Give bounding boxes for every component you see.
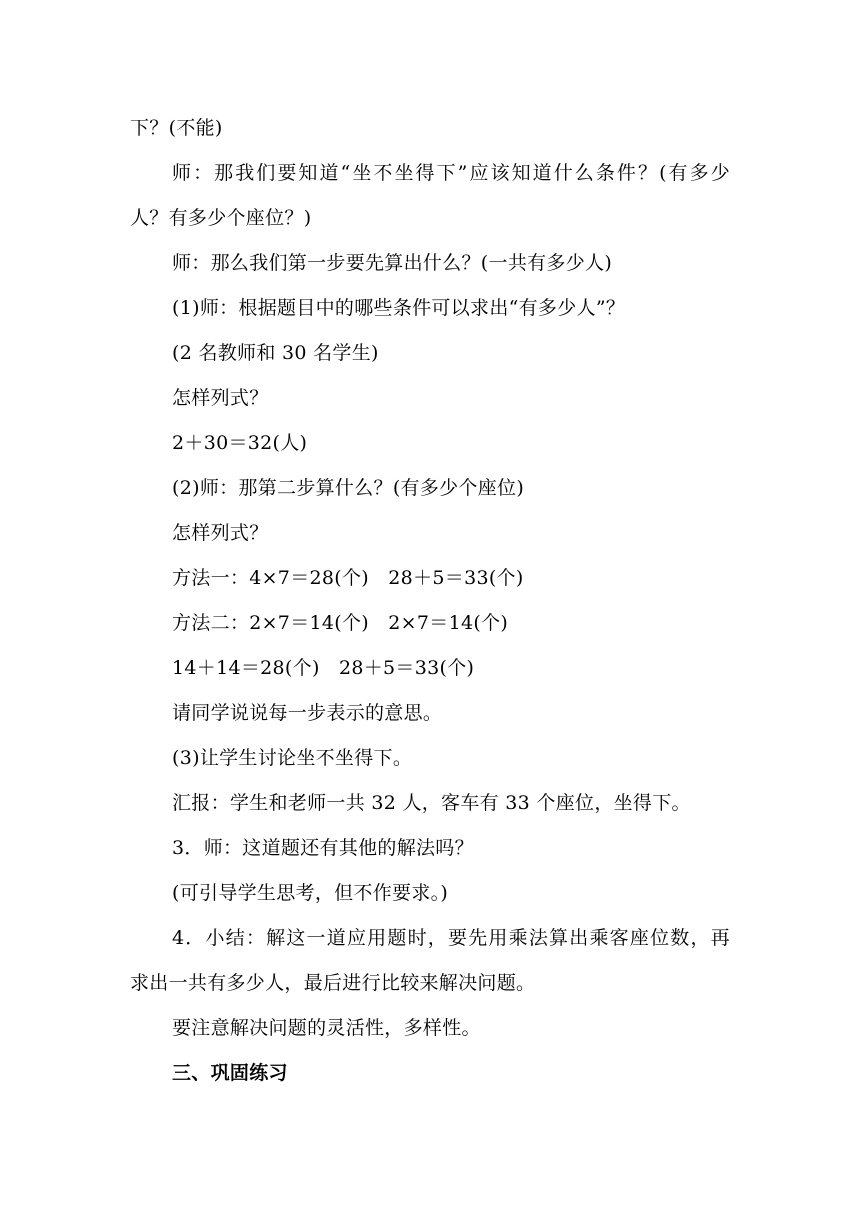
paragraph-line: (2 名教师和 30 名学生) (172, 342, 379, 364)
paragraph-line: (3)让学生讨论坐不坐得下。 (172, 747, 413, 769)
paragraph-line: 汇报：学生和老师一共 32 人，客车有 33 个座位，坐得下。 (172, 792, 691, 814)
paragraph-line: 怎样列式？ (172, 387, 269, 409)
paragraph-line: 请同学说说每一步表示的意思。 (172, 702, 443, 724)
formula-line: 方法一：4×7＝28(个) 28＋5＝33(个) (172, 567, 524, 589)
paragraph-line: 人？有多少个座位？) (130, 207, 312, 229)
paragraph-line: 4．小结：解这一道应用题时，要先用乘法算出乘客座位数，再 (172, 927, 730, 949)
paragraph-line: 怎样列式？ (172, 522, 269, 544)
paragraph-line: 3．师：这道题还有其他的解法吗？ (172, 837, 474, 859)
paragraph-line: (2)师：那第二步算什么？(有多少个座位) (172, 477, 525, 499)
section-heading: 三、巩固练习 (172, 1062, 288, 1084)
formula-line: 2＋30＝32(人) (172, 432, 308, 454)
paragraph-line: (1)师：根据题目中的哪些条件可以求出“有多少人”？ (172, 297, 626, 319)
formula-line: 方法二：2×7＝14(个) 2×7＝14(个) (172, 612, 509, 634)
paragraph-line: 要注意解决问题的灵活性，多样性。 (172, 1017, 481, 1039)
paragraph-line: 师：那我们要知道“坐不坐得下”应该知道什么条件？(有多少 (172, 162, 730, 184)
paragraph-line: 师：那么我们第一步要先算出什么？(一共有多少人) (172, 252, 613, 274)
paragraph-line: 求出一共有多少人，最后进行比较来解决问题。 (130, 972, 536, 994)
paragraph-line: 下？(不能) (130, 117, 223, 139)
formula-line: 14＋14＝28(个) 28＋5＝33(个) (172, 657, 475, 679)
paragraph-line: (可引导学生思考，但不作要求。) (172, 882, 449, 904)
